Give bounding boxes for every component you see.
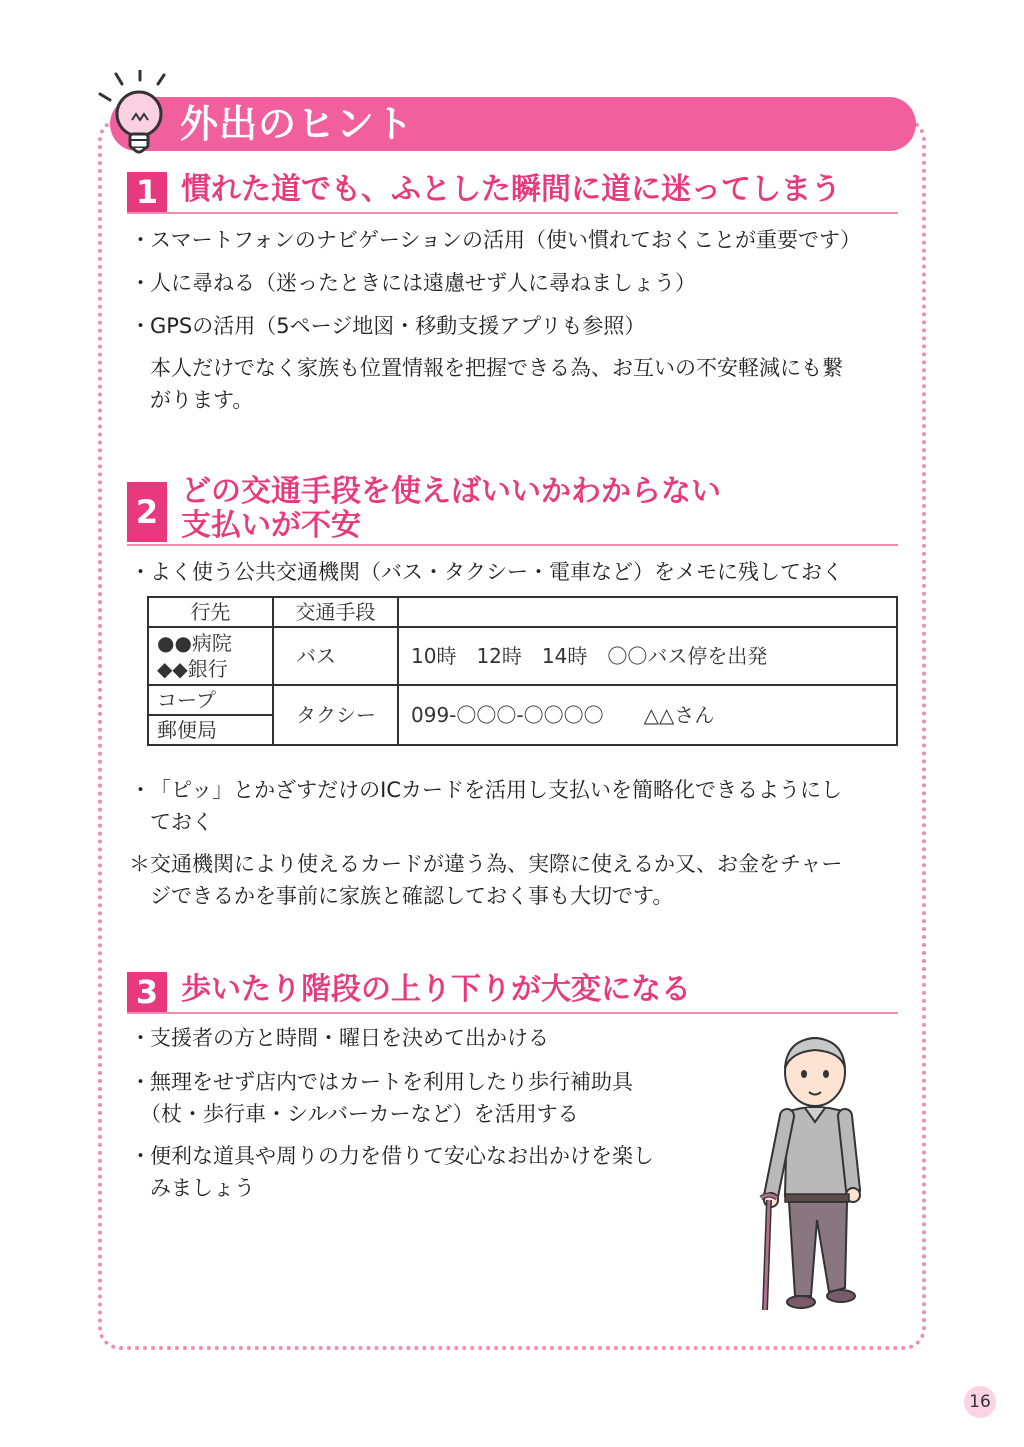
mode-bus: バス	[273, 627, 398, 685]
page-title: 外出のヒント	[180, 102, 415, 146]
bullet: ・	[130, 1070, 151, 1094]
section-1-underline	[127, 212, 898, 214]
table-row	[148, 685, 897, 715]
bus-schedule: 10時 12時 14時 〇〇バス停を出発	[398, 627, 897, 685]
bullet: ・	[130, 271, 151, 295]
section-3-underline	[127, 1012, 898, 1014]
section-2-note-line-2: ジできるかを事前に家族と確認しておく事も大切です。	[150, 884, 674, 908]
section-2-title-line-1: どの交通手段を使えばいいかわからない	[181, 474, 721, 509]
header-transport: 交通手段	[273, 597, 398, 627]
section-3-number: 3	[127, 972, 167, 1012]
bullet: ・	[130, 1144, 151, 1168]
section-2-note-line-1: 交通機関により使えるカードが違う為、実際に使えるか又、お金をチャー	[150, 852, 843, 876]
section-1-item-1: スマートフォンのナビゲーションの活用（使い慣れておくことが重要です）	[150, 228, 862, 252]
section-1-number: 1	[127, 172, 167, 212]
section-3-item-2-line-1: 無理をせず店内ではカートを利用したり歩行補助具	[150, 1070, 633, 1094]
elderly-man-with-cane-illustration	[745, 1030, 875, 1320]
table-row	[148, 627, 897, 685]
section-1-title: 慣れた道でも、ふとした瞬間に道に迷ってしまう	[181, 172, 841, 207]
section-2-underline	[127, 544, 898, 546]
transport-memo-table	[147, 596, 898, 746]
mode-taxi: タクシー	[273, 685, 398, 745]
section-1-note-line-2: がります。	[150, 388, 254, 412]
section-1-note-line-1: 本人だけでなく家族も位置情報を把握できる為、お互いの不安軽減にも繋	[150, 356, 843, 380]
bullet: ・	[130, 1026, 151, 1050]
bullet: ・	[130, 228, 151, 252]
lightbulb-icon	[96, 70, 176, 156]
header-destination: 行先	[148, 597, 273, 627]
section-3-item-3-line-1: 便利な道具や周りの力を借りて安心なお出かけを楽し	[150, 1144, 654, 1168]
section-1-item-2: 人に尋ねる（迷ったときには遠慮せず人に尋ねましょう）	[150, 271, 696, 295]
destination-cell	[148, 627, 273, 685]
section-1-item-3: GPSの活用（5ページ地図・移動支援アプリも参照）	[150, 314, 646, 338]
bullet: ・	[130, 778, 151, 802]
section-2-item-1: よく使う公共交通機関（バス・タクシー・電車など）をメモに残しておく	[150, 560, 843, 584]
destination-coop: コープ	[148, 685, 273, 715]
header-info	[398, 597, 897, 627]
page-number: 16	[964, 1386, 996, 1418]
bullet: ・	[130, 560, 151, 584]
section-3-item-3-line-2: みましょう	[150, 1176, 255, 1200]
taxi-phone: 099-〇〇〇-〇〇〇〇 △△さん	[398, 685, 897, 745]
section-2-item-2-line-2: ておく	[150, 810, 213, 834]
destination-hospital: ●●病院	[157, 631, 232, 655]
section-2-item-2-line-1: 「ピッ」とかざすだけのICカードを活用し支払いを簡略化できるようにし	[150, 778, 843, 802]
section-3-item-1: 支援者の方と時間・曜日を決めて出かける	[150, 1026, 549, 1050]
destination-post-office: 郵便局	[148, 715, 273, 745]
section-3-title: 歩いたり階段の上り下りが大変になる	[181, 972, 691, 1007]
section-2-title-line-2: 支払いが不安	[181, 508, 361, 543]
table-header-row	[148, 597, 897, 627]
section-2-number: 2	[127, 482, 167, 542]
bullet: ・	[130, 314, 151, 338]
note-asterisk: ＊	[129, 852, 150, 876]
destination-bank: ◆◆銀行	[157, 657, 228, 681]
section-3-item-2-line-2: （杖・歩行車・シルバーカーなど）を活用する	[140, 1102, 579, 1126]
